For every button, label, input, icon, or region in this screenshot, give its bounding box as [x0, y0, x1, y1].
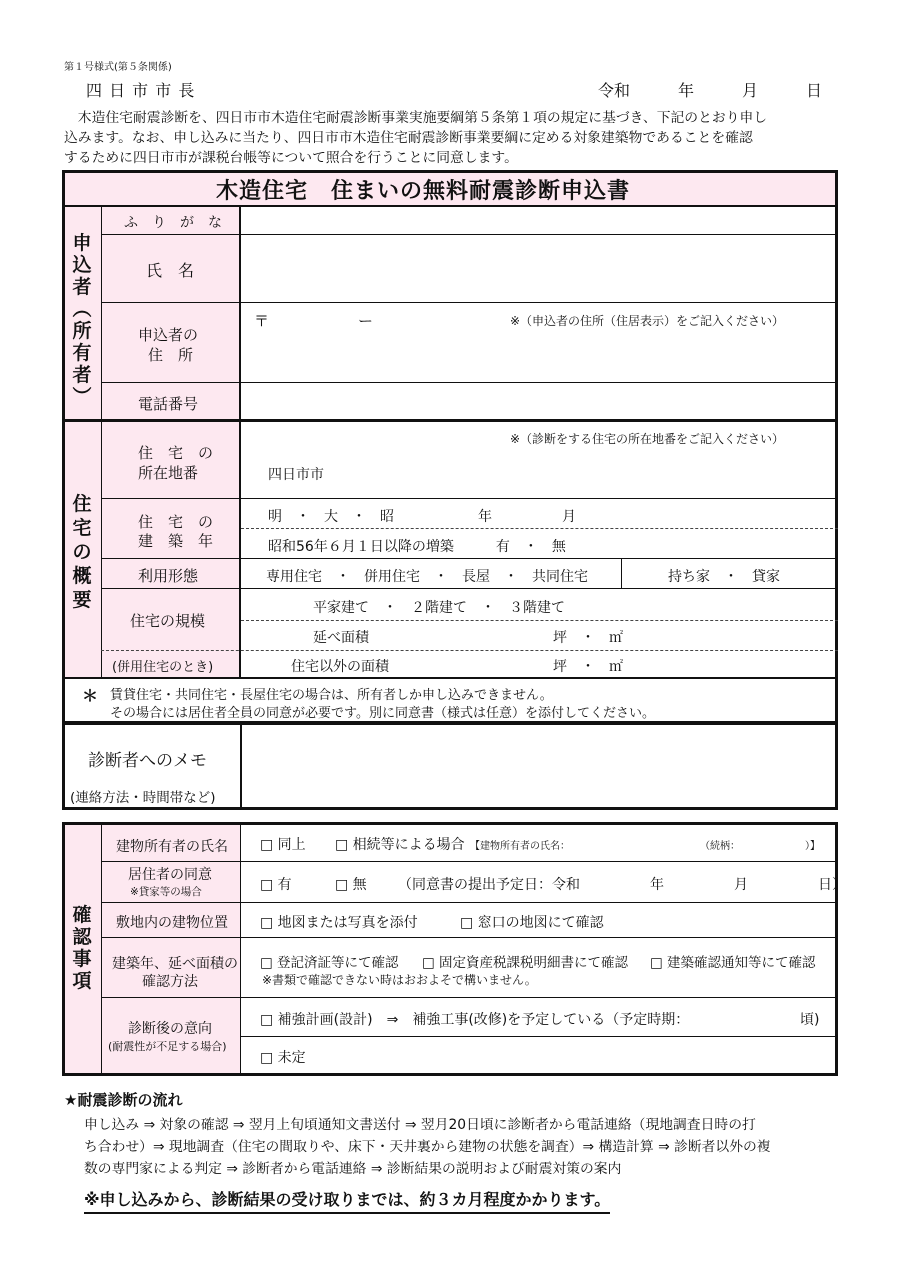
- method-tax-checkbox[interactable]: □ 固定資産税課税明細書にて確認: [422, 955, 629, 971]
- address-label-1: 申込者の: [138, 326, 199, 344]
- location-label-1: 住 宅 の: [138, 444, 214, 462]
- applicant-section-label: 申 込 者 ︵ 所 有 者 ︶: [72, 232, 92, 408]
- notice-line-1: 賃貸住宅・共同住宅・長屋住宅の場合は、所有者しか申し込みできません。: [110, 688, 553, 703]
- intent-label: 診断後の意向: [128, 1021, 212, 1037]
- owner-label: 建物所有者の氏名: [116, 839, 228, 855]
- consent-label: 居住者の同意: [128, 867, 212, 883]
- scale-stories[interactable]: 平家建て ・ ２階建て ・ ３階建て: [313, 600, 565, 616]
- phone-label: 電話番号: [138, 395, 199, 413]
- flow-line-3: 数の専門家による判定 ⇒ 診断者から電話連絡 ⇒ 診断結果の説明および耐震対策の案内: [84, 1161, 622, 1177]
- built-era-field[interactable]: 明 ・ 大 ・ 昭 年 月: [268, 509, 576, 525]
- method-permit-checkbox[interactable]: □ 建築確認通知等にて確認: [650, 955, 816, 971]
- addressee: 四 日 市 市 長: [86, 81, 196, 100]
- position-counter-checkbox[interactable]: □ 窓口の地図にて確認: [460, 915, 604, 931]
- memo-sublabel: (連絡方法・時間帯など): [70, 790, 216, 806]
- address-label-2: 住 所: [148, 346, 194, 364]
- postal-mark: 〒: [254, 312, 270, 330]
- intro-line-1: 木造住宅耐震診断を、四日市市木造住宅耐震診断事業実施要綱第５条第１項の規定に基づき、下記のとおり申し: [64, 110, 768, 126]
- flow-line-2: ち合わせ）⇒ 現地調査（住宅の間取りや、床下・天井裏から建物の状態を調査）⇒ 構造計算 ⇒ 診断者以外の複: [84, 1139, 771, 1155]
- date-field: 令和 年 月 日: [598, 81, 823, 100]
- location-value: 四日市市: [268, 467, 324, 483]
- flow-heading: ★耐震診断の流れ: [64, 1091, 183, 1109]
- consent-no-checkbox[interactable]: □ 無: [335, 877, 367, 893]
- intent-reinforce-checkbox[interactable]: □ 補強計画(設計) ⇒ 補強工事(改修)を予定している（予定時期：: [260, 1012, 690, 1028]
- intro-line-3: するために四日市市が課税台帳等について照合を行うことに同意します。: [64, 150, 518, 166]
- consent-date: （同意書の提出予定日：令和 年 月 日）: [398, 877, 846, 893]
- position-label: 敷地内の建物位置: [116, 915, 228, 931]
- non-house-area-label: 住宅以外の面積: [291, 659, 389, 675]
- furigana-label: ふ り が な: [124, 215, 222, 231]
- built-extension-field[interactable]: 昭和56年６月１日以降の増築 有 ・ 無: [268, 539, 566, 555]
- address-field[interactable]: [242, 304, 836, 381]
- intro-line-2: 込みます。なお、申し込みに当たり、四日市市木造住宅耐震診断事業要綱に定める対象建築物であることを確認: [64, 130, 753, 146]
- confirmation-section-label: 確 認 事 項: [72, 904, 92, 992]
- non-house-area-unit[interactable]: 坪 ・ ㎡: [553, 659, 623, 675]
- position-map-checkbox[interactable]: □ 地図または写真を添付: [260, 915, 418, 931]
- flow-line-1: 申し込み ⇒ 対象の確認 ⇒ 翌月上旬頃通知文書送付 ⇒ 翌月20日頃に診断者から電話連絡（現地調査日時の打: [84, 1117, 756, 1133]
- memo-label: 診断者へのメモ: [88, 751, 207, 771]
- built-label-1: 住 宅 の: [138, 513, 214, 531]
- consent-sublabel: ※貸家等の場合: [130, 886, 202, 898]
- postal-dash: ー: [358, 312, 374, 330]
- method-label-2: 確認方法: [142, 974, 198, 990]
- name-label: 氏 名: [146, 261, 195, 280]
- memo-field[interactable]: [244, 726, 834, 806]
- location-field[interactable]: [242, 424, 836, 497]
- owner-same-checkbox[interactable]: □ 同上: [260, 837, 306, 853]
- intent-undecided-checkbox[interactable]: □ 未定: [260, 1050, 306, 1066]
- form-number: 第１号様式(第５条関係): [64, 62, 172, 73]
- intent-period-end: 頃): [800, 1012, 820, 1028]
- notice-line-2: その場合には居住者全員の同意が必要です。別に同意書（様式は任意）を添付してください。: [110, 706, 655, 721]
- location-note: ※（診断をする住宅の所在地番をご記入ください）: [510, 432, 785, 446]
- address-note: ※（申込者の住所（住居表示）をご記入ください）: [510, 314, 785, 328]
- ownership-options[interactable]: 持ち家 ・ 貸家: [668, 569, 780, 585]
- owner-inherit-checkbox[interactable]: □ 相続等による場合: [335, 837, 465, 853]
- flow-footer-note: ※申し込みから、診断結果の受け取りまでは、約３カ月程度かかります。: [84, 1187, 610, 1214]
- intent-sublabel: (耐震性が不足する場合): [108, 1040, 227, 1053]
- method-registry-checkbox[interactable]: □ 登記済証等にて確認: [260, 955, 399, 971]
- furigana-field[interactable]: [242, 207, 836, 233]
- house-section-label: 住 宅 の 概 要: [72, 493, 92, 611]
- built-label-2: 建 築 年: [138, 532, 214, 550]
- consent-yes-checkbox[interactable]: □ 有: [260, 877, 292, 893]
- owner-relation: （続柄： ）】: [700, 841, 820, 852]
- owner-inherit-detail: 【建物所有者の氏名：: [470, 841, 570, 852]
- notice-mark: ＊: [82, 686, 99, 705]
- method-note: ※書類で確認できない時はおおよそで構いません。: [262, 973, 537, 987]
- location-label-2: 所在地番: [138, 464, 199, 482]
- mixed-use-label: (併用住宅のとき): [112, 660, 214, 675]
- name-field[interactable]: [242, 236, 836, 301]
- floor-area-label: 延べ面積: [313, 630, 369, 646]
- method-label-1: 建築年、延べ面積の: [112, 956, 238, 972]
- phone-field[interactable]: [242, 384, 836, 418]
- form-title: 木造住宅 住まいの無料耐震診断申込書: [216, 179, 631, 204]
- usage-label: 利用形態: [138, 567, 199, 585]
- scale-label: 住宅の規模: [130, 612, 206, 630]
- usage-options[interactable]: 専用住宅 ・ 併用住宅 ・ 長屋 ・ 共同住宅: [266, 569, 588, 585]
- floor-area-unit[interactable]: 坪 ・ ㎡: [553, 630, 623, 646]
